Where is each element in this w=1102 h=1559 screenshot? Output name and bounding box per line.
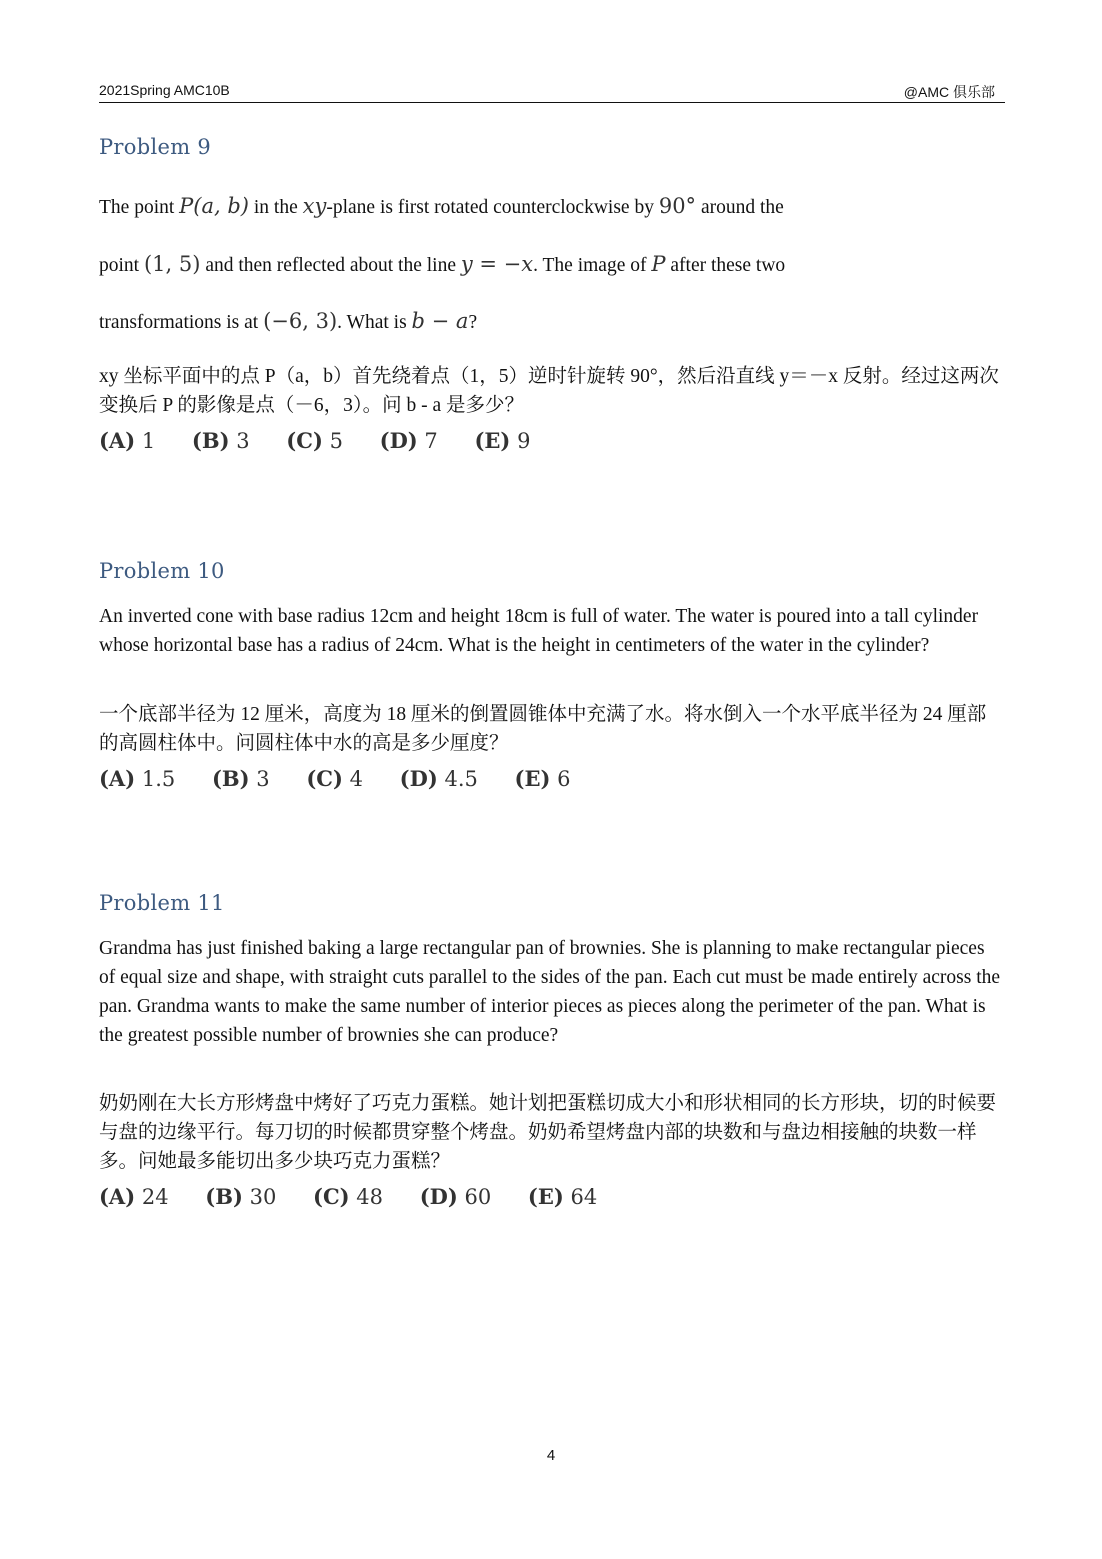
problem-9-line-2: point (1, 5) and then reflected about the line y = −x. The image of P after these two [99,252,786,276]
problem-9-line-3: transformations is at (−6, 3). What is b − a? [99,309,478,333]
problem-9-title: Problem 9 [99,135,212,159]
page-header [99,80,1005,103]
problem-11-choices [99,1184,627,1209]
choice-b: (B) 3 [191,428,250,453]
choice-d: (D) 4.5 [399,766,478,791]
choice-b: (B) 30 [205,1184,277,1209]
choice-e: (E) 64 [527,1184,598,1209]
choice-c: (C) 48 [313,1184,384,1209]
problem-11-title: Problem 11 [99,891,225,915]
choice-a: (A) 24 [99,1184,169,1209]
choice-a: (A) 1.5 [99,766,176,791]
problem-9-line-1: The point P(a, b) in the xy-plane is first rotated counterclockwise by 90° around the [99,194,784,218]
header-left-text: 2021Spring AMC10B [99,82,230,98]
choice-e: (E) 9 [474,428,531,453]
choice-d: (D) 7 [379,428,438,453]
choice-e: (E) 6 [514,766,571,791]
problem-10-chinese: 一个底部半径为 12 厘米，高度为 18 厘米的倒置圆锥体中充满了水。将水倒入一个水平底半径为 24 厘部的高圆柱体中。问圆柱体中水的高是多少厘度？ [99,704,987,754]
choice-a: (A) 1 [99,428,156,453]
choice-c: (C) 5 [286,428,343,453]
problem-11-chinese: 奶奶刚在大长方形烤盘中烤好了巧克力蛋糕。她计划把蛋糕切成大小和形状相同的长方形块，切的时候要与盘的边缘平行。每刀切的时候都贯穿整个烤盘。奶奶希望烤盘内部的块数和与盘边相接触的块数一样多。问她最多能切出多少块巧克力蛋糕？ [99,1093,997,1172]
choice-c: (C) 4 [306,766,363,791]
problem-11-english: Grandma has just finished baking a large rectangular pan of brownies. She is planning to make rectangular pieces of equal size and shape, with straight cuts parallel to the sides of the pan. Each cut must be made entirely across the pan. Grandma wants to make the same number of interior pieces as pieces along the perimeter of the pan. What is the greatest possible number of brownies she can produce? [99,938,1001,1046]
problem-9-choices [99,428,560,453]
problem-10-choices [99,766,601,791]
problem-10-title: Problem 10 [99,559,225,583]
page-number: 4 [546,1447,556,1464]
choice-d: (D) 60 [419,1184,492,1209]
header-right-text: @AMC 俱乐部 [903,84,995,100]
choice-b: (B) 3 [211,766,270,791]
problem-10-english: An inverted cone with base radius 12cm and height 18cm is full of water. The water is poured into a tall cylinder whose horizontal base has a radius of 24cm. What is the height in centimeters of the water in the cylinder? [99,606,979,656]
problem-9-chinese: xy 坐标平面中的点 P（a，b）首先绕着点（1，5）逆时针旋转 90°，然后沿直线 y＝－x 反射。经过这两次变换后 P 的影像是点（－6，3）。问 b - a 是多少？ [99,366,999,416]
